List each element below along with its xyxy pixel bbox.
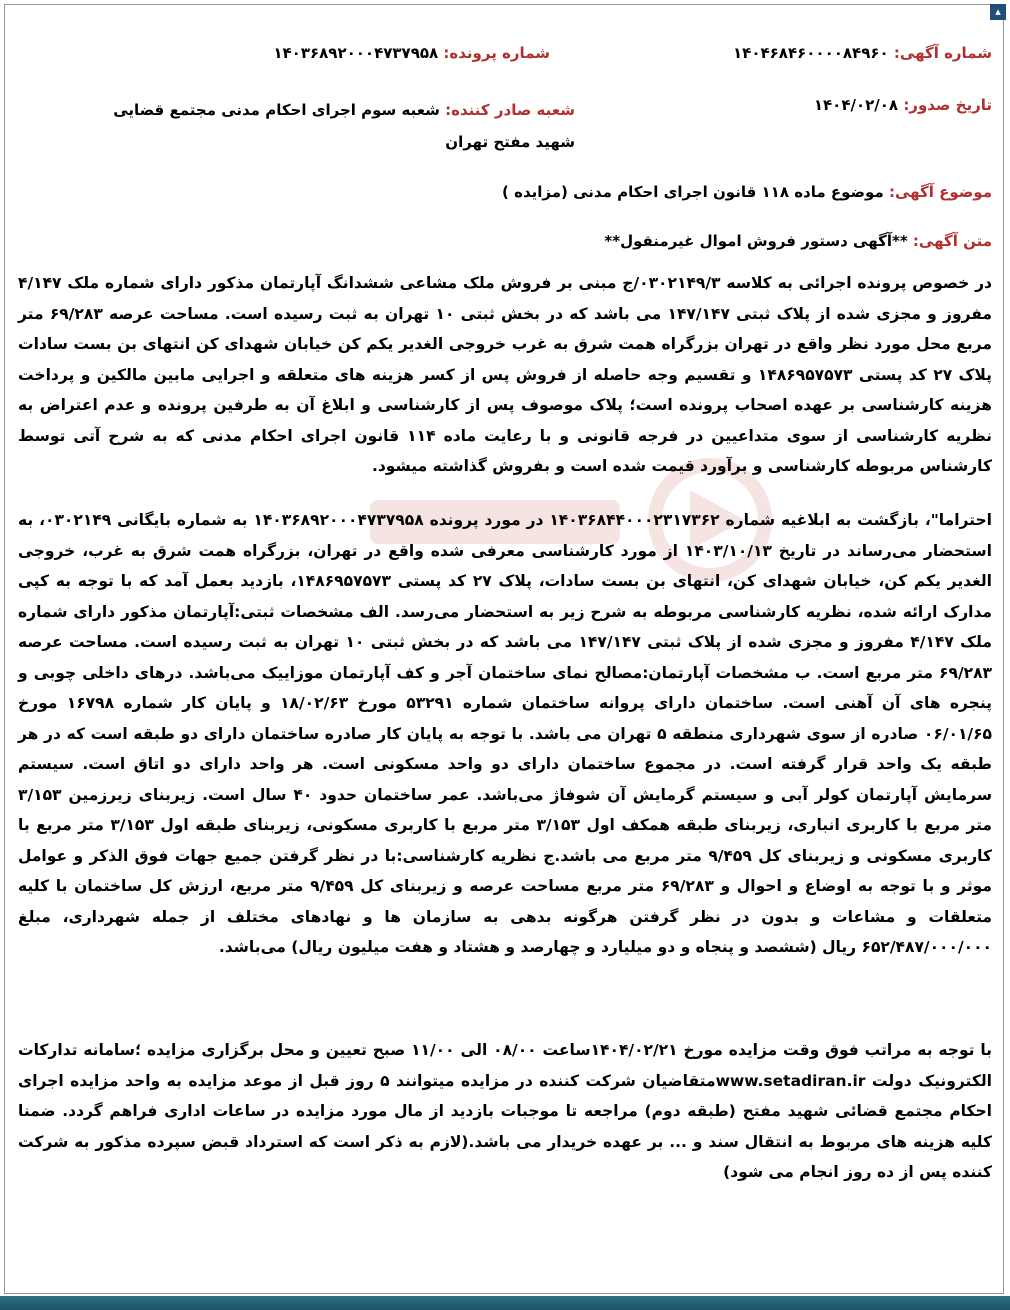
subject-label: موضوع آگهی:: [888, 183, 992, 201]
ad-number-value: ۱۴۰۴۶۸۴۶۰۰۰۰۸۴۹۶۰: [733, 44, 889, 62]
paragraph-1: در خصوص پرونده اجرائی به کلاسه ۰۳۰۲۱۴۹/۳/ج مبنی بر فروش ملک مشاعی ششدانگ آپارتمان مذکور دارای شماره ملک ۴/۱۴۷ مفروز و مجزی شده از پلاک ثبتی ۱۴۷/۱۴۷ می باشد که در بخش ثبتی ۱۰ تهران به ثبت رسیده است. مساحت عرصه ۶۹/۲۸۳ متر مربع محل مورد نظر واقع در تهران بزرگراه همت شرق به غرب خروجی الغدیر یکم کن خیابان شهدای کن انتهای بن بست سادات پلاک ۲۷ کد پستی ۱۴۸۶۹۵۷۵۷۳ و تقسیم وجه حاصله از فروش پس از کسر هزینه های متعلقه و اجرایی مابین مالکین و پرداخت هزینه کارشناسی بر عهده اصحاب پرونده است؛ پلاک موصوف پس از کارشناسی و ابلاغ آن به طرفین پرونده و عدم اعتراض به نظریه کارشناسی از سوی متداعیین در فرجه قانونی و با رعایت ماده ۱۱۴ قانون اجرای احکام مدنی که به شرح آتی توسط کارشناس مربوطه کارشناسی و برآورد قیمت شده است و بفروش گذاشته میشود.: [18, 274, 992, 475]
bottom-bar: [0, 1296, 1010, 1310]
corner-icon[interactable]: ▴: [990, 4, 1006, 20]
issue-date-row: [814, 96, 992, 114]
ad-number-label: شماره آگهی:: [893, 44, 992, 62]
text-label: متن آگهی:: [912, 232, 992, 250]
subject-row: [502, 183, 992, 201]
subject-value: موضوع ماده ۱۱۸ قانون اجرای احکام مدنی (مزایده ): [502, 183, 884, 201]
issue-date-label: تاریخ صدور:: [903, 96, 992, 114]
case-number-label: شماره پرونده:: [443, 44, 550, 62]
paragraph-2: احتراما"، بازگشت به ابلاغیه شماره ۱۴۰۳۶۸۴۴۰۰۰۲۳۱۷۳۶۲ در مورد پرونده ۱۴۰۳۶۸۹۲۰۰۰۴۷۳۷۹۵۸ به شماره بایگانی ۰۳۰۲۱۴۹، به استحضار می‌رساند در تاریخ ۱۴۰۳/۱۰/۱۳ از مورد کارشناسی معرفی شده واقع در تهران، بزرگراه همت شرق به غرب، خروجی الغدیر یکم کن، خیابان شهدای کن، انتهای بن بست سادات، پلاک ۲۷ کد پستی ۱۴۸۶۹۵۷۵۷۳، بازدید بعمل آمد که با توجه به کپی مدارک ارائه شده، نظریه کارشناسی مربوطه به شرح زیر به استحضار می‌رسد. الف مشخصات ثبتی:آپارتمان مذکور دارای شماره ملک ۴/۱۴۷ مفروز و مجزی شده از پلاک ثبتی ۱۴۷/۱۴۷ می باشد که در بخش ثبتی ۱۰ تهران به ثبت رسیده است. مساحت عرصه ۶۹/۲۸۳ متر مربع است. ب مشخصات آپارتمان:مصالح نمای ساختمان آجر و کف آپارتمان موزاییک می‌باشد. درهای داخلی چوبی و پنجره های آن آهنی است. ساختمان دارای پروانه ساختمان شماره ۵۳۲۹۱ مورخ ۱۸/۰۲/۶۳ و پایان کار شماره ۱۶۷۹۸ مورخ ۰۶/۰۱/۶۵ صادره از سوی شهرداری منطقه ۵ تهران می باشد. با توجه به پایان کار صادره ساختمان دارای دو طبقه است که در هر طبقه یک واحد قرار گرفته است. در مجموع ساختمان دارای دو واحد مسکونی است. هر واحد دارای دو اتاق است. سیستم سرمایش آپارتمان کولر آبی و سیستم گرمایش آن شوفاژ می‌باشد. عمر ساختمان حدود ۴۰ سال است. زیربنای زیرزمین ۳/۱۵۳ متر مربع با کاربری انباری، زیربنای طبقه همکف اول ۳/۱۵۳ متر مربع با کاربری مسکونی، زیربنای طبقه اول ۳/۱۵۳ متر مربع با کاربری مسکونی و زیربنای کل ۹/۴۵۹ متر مربع می باشد.ج نظریه کارشناسی:با در نظر گرفتن جمیع جهات فوق الذکر و عوامل موثر و با توجه به اوضاع و احوال و ۶۹/۲۸۳ متر مربع مساحت عرصه و زیربنای کل ۹/۴۵۹ متر مربع، ارزش کل ساختمان با کلیه متعلقات و مشاعات و بدون در نظر گرفتن هرگونه بدهی به سازمان ها و نهادهای مختلف از جمله شهرداری، مبلغ ۶۵۲/۴۸۷/۰۰۰/۰۰۰ ریال (ششصد و پنجاه و دو میلیارد و چهارصد و هشتاد و هفت میلیون ریال) می‌باشد.: [18, 511, 993, 956]
ad-number-row: [733, 44, 992, 62]
paragraph-3: با توجه به مراتب فوق وقت مزایده مورخ ۱۴۰۴/۰۲/۲۱ساعت ۰۸/۰۰ الی ۱۱/۰۰ صبح تعیین و محل برگزاری مزایده ؛سامانه تدارکات الکترونیک دولت www.setadiran.irمتقاضیان شرکت کننده در مزایده میتوانند ۵ روز قبل از موعد مزایده به واحد مزایده اجرای احکام مجتمع قضائی شهید مفتح (طبقه دوم) مراجعه تا موجبات بازدید از مال مورد مزایده در ساعات اداری فراهم گردد. ضمنا کلیه هزینه های مربوط به انتقال سند و ... بر عهده خریدار می باشد.(لازم به ذکر است که استرداد قبض سپرده مذکور به شرکت کننده پس از ده روز انجام می شود): [18, 1041, 992, 1181]
issuer-label: شعبه صادر کننده:: [445, 101, 575, 119]
case-number-row: [273, 44, 550, 62]
text-title-row: [604, 232, 992, 250]
notice-title: **آگهی دستور فروش اموال غیرمنقول**: [604, 232, 908, 250]
issuer-row: [105, 94, 575, 158]
issue-date-value: ۱۴۰۴/۰۲/۰۸: [813, 96, 899, 114]
case-number-value: ۱۴۰۳۶۸۹۲۰۰۰۴۷۳۷۹۵۸: [273, 44, 439, 62]
issuer-value: شعبه سوم اجرای احکام مدنی مجتمع قضایی شهید مفتح تهران: [113, 101, 575, 151]
